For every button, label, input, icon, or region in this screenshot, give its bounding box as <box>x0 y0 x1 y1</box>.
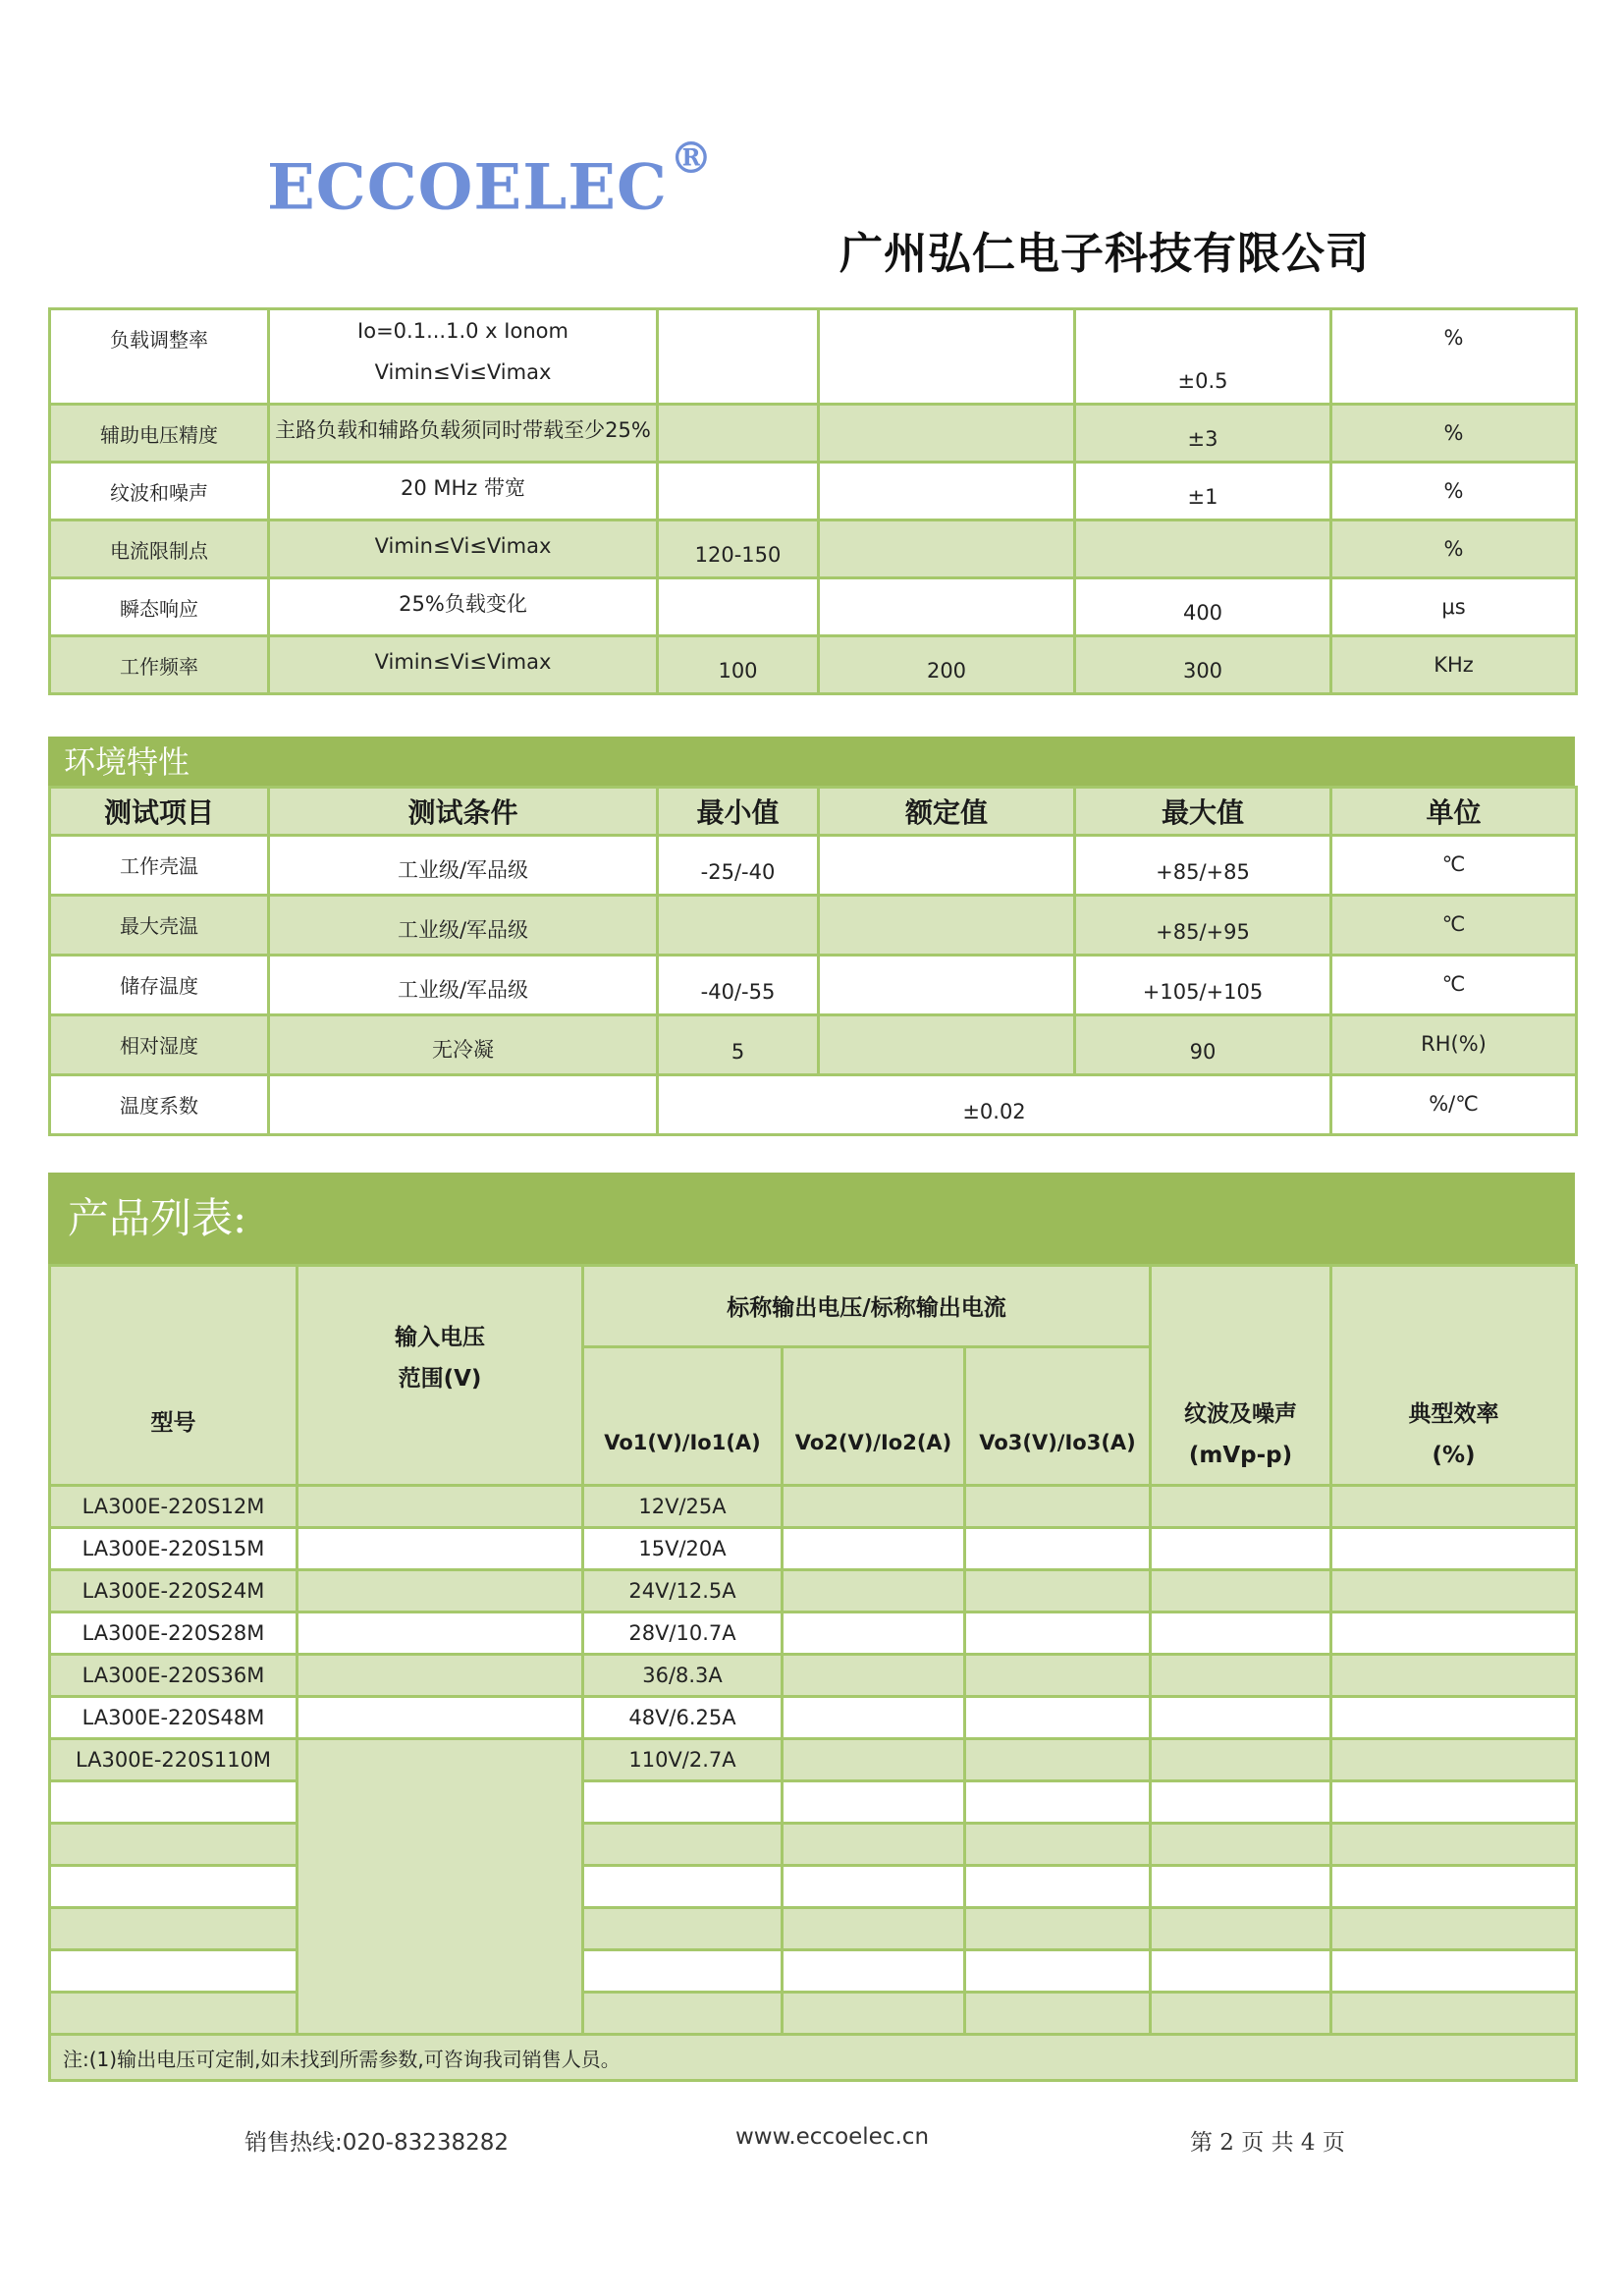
table-cell <box>783 1739 965 1781</box>
table-row <box>50 1655 1577 1697</box>
table-cell: RH(%) <box>1331 1015 1577 1075</box>
table-cell <box>1331 1697 1577 1739</box>
table-cell <box>1151 1781 1331 1824</box>
page-number: 第 2 页 共 4 页 <box>1190 2130 1345 2156</box>
model-cell <box>50 1866 298 1908</box>
table-cell <box>658 578 819 636</box>
table-row <box>50 1993 1577 2035</box>
table-cell <box>965 1486 1151 1528</box>
table-cell <box>783 1528 965 1570</box>
table-cell: 储存温度 <box>50 956 269 1015</box>
table-cell <box>1151 1866 1331 1908</box>
header-vo3: Vo3(V)/Io3(A) <box>965 1346 1151 1485</box>
table-cell: 相对湿度 <box>50 1015 269 1075</box>
header-input-range: 输入电压 范围(V) <box>298 1266 583 1486</box>
input-range-cell <box>298 1528 583 1570</box>
table-cell <box>783 1697 965 1739</box>
table-row <box>50 1824 1577 1866</box>
model-cell <box>50 1993 298 2035</box>
table-cell <box>1331 1908 1577 1950</box>
electrical-spec-table <box>48 307 1578 695</box>
model-cell: LA300E-220S36M <box>50 1655 298 1697</box>
table-cell: +105/+105 <box>1075 956 1331 1015</box>
table-cell: 电流限制点 <box>50 520 269 578</box>
table-cell: 100 <box>658 636 819 694</box>
table-cell <box>965 1781 1151 1824</box>
column-header: 测试项目 <box>50 788 269 836</box>
website-link[interactable]: www.eccoelec.cn <box>735 2124 930 2150</box>
table-cell <box>1331 1950 1577 1993</box>
model-cell: LA300E-220S12M <box>50 1486 298 1528</box>
model-cell: LA300E-220S15M <box>50 1528 298 1570</box>
table-cell: 无冷凝 <box>269 1015 658 1075</box>
table-cell: ±3 <box>1075 405 1331 463</box>
table-cell <box>269 1075 658 1135</box>
table-row <box>50 578 1577 636</box>
model-cell: LA300E-220S110M <box>50 1739 298 1781</box>
header-vo2: Vo2(V)/Io2(A) <box>783 1346 965 1485</box>
table-row <box>50 2035 1577 2081</box>
table-cell: 20 MHz 带宽 <box>269 463 658 520</box>
table-cell <box>1151 1486 1331 1528</box>
vo1-cell: 110V/2.7A <box>583 1739 783 1781</box>
column-header: 测试条件 <box>269 788 658 836</box>
company-logo <box>267 134 714 225</box>
table-cell: 辅助电压精度 <box>50 405 269 463</box>
table-cell: %/℃ <box>1331 1075 1577 1135</box>
table-cell <box>1331 1993 1577 2035</box>
table-cell <box>1331 1739 1577 1781</box>
table-cell <box>783 1486 965 1528</box>
model-cell <box>50 1950 298 1993</box>
table-cell <box>658 463 819 520</box>
header-vo1: Vo1(V)/Io1(A) <box>583 1346 783 1485</box>
table-row <box>50 1950 1577 1993</box>
table-cell: KHz <box>1331 636 1577 694</box>
table-cell: 最大壳温 <box>50 896 269 956</box>
table-cell: 工业级/军品级 <box>269 896 658 956</box>
table-cell <box>1151 1950 1331 1993</box>
table-row <box>50 309 1577 405</box>
table-cell <box>1151 1697 1331 1739</box>
table-row <box>50 956 1577 1015</box>
table-row <box>50 1866 1577 1908</box>
model-cell: LA300E-220S48M <box>50 1697 298 1739</box>
table-cell: % <box>1331 309 1577 405</box>
model-cell <box>50 1781 298 1824</box>
table-cell <box>965 1655 1151 1697</box>
table-cell: -40/-55 <box>658 956 819 1015</box>
table-cell <box>783 1613 965 1655</box>
vo1-cell: 12V/25A <box>583 1486 783 1528</box>
table-cell <box>965 1950 1151 1993</box>
table-cell <box>1151 1655 1331 1697</box>
table-cell <box>819 405 1075 463</box>
table-row <box>50 1739 1577 1781</box>
table-cell: 300 <box>1075 636 1331 694</box>
table-cell <box>1331 1655 1577 1697</box>
model-cell: LA300E-220S24M <box>50 1570 298 1613</box>
registered-mark-icon: ® <box>669 134 714 184</box>
sales-hotline: 销售热线:020-83238282 <box>244 2130 510 2156</box>
table-cell <box>1151 1570 1331 1613</box>
table-cell <box>1075 520 1331 578</box>
table-cell <box>819 463 1075 520</box>
table-row <box>50 405 1577 463</box>
table-cell <box>783 1993 965 2035</box>
table-note: 注:(1)输出电压可定制,如未找到所需参数,可咨询我司销售人员。 <box>50 2035 1577 2081</box>
table-cell: +85/+85 <box>1075 836 1331 896</box>
input-range-cell <box>298 1655 583 1697</box>
table-cell: 温度系数 <box>50 1075 269 1135</box>
table-cell: ℃ <box>1331 896 1577 956</box>
table-cell <box>1331 1866 1577 1908</box>
table-row <box>50 1015 1577 1075</box>
table-cell: % <box>1331 463 1577 520</box>
table-row <box>50 1570 1577 1613</box>
table-row <box>50 1486 1577 1528</box>
table-row <box>50 636 1577 694</box>
table-cell: 工业级/军品级 <box>269 836 658 896</box>
table-cell: μs <box>1331 578 1577 636</box>
table-cell: ℃ <box>1331 956 1577 1015</box>
table-row <box>50 1697 1577 1739</box>
product-list-table <box>48 1264 1578 2082</box>
table-row <box>50 896 1577 956</box>
table-cell <box>1331 1613 1577 1655</box>
vo1-cell: 15V/20A <box>583 1528 783 1570</box>
table-cell: Io=0.1...1.0 x Ionom Vimin≤Vi≤Vimax <box>269 309 658 405</box>
table-cell: ±0.02 <box>658 1075 1331 1135</box>
environment-section-title: 环境特性 <box>48 737 1575 786</box>
table-cell: ±0.5 <box>1075 309 1331 405</box>
column-header: 最小值 <box>658 788 819 836</box>
table-cell: 瞬态响应 <box>50 578 269 636</box>
header-output-group: 标称输出电压/标称输出电流 <box>583 1266 1151 1347</box>
table-cell <box>1151 1739 1331 1781</box>
table-cell: Vimin≤Vi≤Vimax <box>269 636 658 694</box>
table-cell <box>965 1528 1151 1570</box>
vo1-cell: 28V/10.7A <box>583 1613 783 1655</box>
table-cell <box>965 1824 1151 1866</box>
table-cell <box>965 1697 1151 1739</box>
table-row <box>50 836 1577 896</box>
table-cell: 90 <box>1075 1015 1331 1075</box>
table-cell: 25%负载变化 <box>269 578 658 636</box>
table-cell <box>1331 1570 1577 1613</box>
table-cell: ℃ <box>1331 836 1577 896</box>
table-cell: 工业级/军品级 <box>269 956 658 1015</box>
input-range-cell <box>298 1570 583 1613</box>
table-row <box>50 520 1577 578</box>
table-cell <box>1331 1528 1577 1570</box>
model-cell <box>50 1824 298 1866</box>
table-row <box>50 1613 1577 1655</box>
table-cell <box>819 836 1075 896</box>
table-cell <box>965 1993 1151 2035</box>
header-ripple: 纹波及噪声 (mVp-p) <box>1151 1266 1331 1486</box>
table-cell: -25/-40 <box>658 836 819 896</box>
vo1-cell: 36/8.3A <box>583 1655 783 1697</box>
table-cell <box>819 309 1075 405</box>
table-cell: 主路负载和辅路负载须同时带载至少25% <box>269 405 658 463</box>
table-cell <box>965 1866 1151 1908</box>
table-row <box>50 1908 1577 1950</box>
model-cell <box>50 1908 298 1950</box>
table-cell <box>658 405 819 463</box>
table-cell <box>783 1950 965 1993</box>
vo1-cell <box>583 1908 783 1950</box>
column-header: 额定值 <box>819 788 1075 836</box>
table-cell: +85/+95 <box>1075 896 1331 956</box>
table-cell: 工作频率 <box>50 636 269 694</box>
table-cell <box>658 309 819 405</box>
table-cell <box>1151 1613 1331 1655</box>
table-cell <box>783 1570 965 1613</box>
table-cell <box>965 1613 1151 1655</box>
vo1-cell <box>583 1824 783 1866</box>
logo-text: ECCOELEC <box>267 150 668 225</box>
table-row <box>50 1528 1577 1570</box>
table-cell <box>819 956 1075 1015</box>
input-range-cell <box>298 1486 583 1528</box>
environment-table <box>48 786 1578 1136</box>
input-range-cell <box>298 1739 583 2035</box>
company-name: 广州弘仁电子科技有限公司 <box>839 229 1370 279</box>
model-cell: LA300E-220S28M <box>50 1613 298 1655</box>
table-cell: 工作壳温 <box>50 836 269 896</box>
input-range-cell <box>298 1613 583 1655</box>
table-cell <box>1151 1528 1331 1570</box>
table-cell <box>819 578 1075 636</box>
table-cell <box>965 1908 1151 1950</box>
product-list-title: 产品列表: <box>48 1173 1575 1264</box>
table-cell: % <box>1331 520 1577 578</box>
table-cell <box>783 1824 965 1866</box>
table-cell: 负载调整率 <box>50 309 269 405</box>
table-cell <box>819 520 1075 578</box>
vo1-cell <box>583 1993 783 2035</box>
vo1-cell <box>583 1866 783 1908</box>
table-cell <box>1151 1824 1331 1866</box>
table-cell <box>1151 1993 1331 2035</box>
table-row <box>50 1781 1577 1824</box>
column-header: 单位 <box>1331 788 1577 836</box>
table-cell <box>965 1739 1151 1781</box>
column-header: 最大值 <box>1075 788 1331 836</box>
table-cell: Vimin≤Vi≤Vimax <box>269 520 658 578</box>
vo1-cell <box>583 1781 783 1824</box>
table-cell <box>783 1908 965 1950</box>
table-cell <box>1331 1486 1577 1528</box>
table-cell <box>783 1866 965 1908</box>
table-cell <box>658 896 819 956</box>
table-row <box>50 1075 1577 1135</box>
table-cell <box>819 896 1075 956</box>
vo1-cell: 24V/12.5A <box>583 1570 783 1613</box>
table-cell <box>819 1015 1075 1075</box>
header-efficiency: 典型效率 (%) <box>1331 1266 1577 1486</box>
table-cell: 400 <box>1075 578 1331 636</box>
table-cell: % <box>1331 405 1577 463</box>
table-cell <box>1151 1908 1331 1950</box>
vo1-cell <box>583 1950 783 1993</box>
table-cell: 5 <box>658 1015 819 1075</box>
header-model: 型号 <box>50 1266 298 1486</box>
table-row <box>50 463 1577 520</box>
table-cell: 120-150 <box>658 520 819 578</box>
table-cell: 纹波和噪声 <box>50 463 269 520</box>
table-cell <box>1331 1781 1577 1824</box>
vo1-cell: 48V/6.25A <box>583 1697 783 1739</box>
table-cell <box>783 1781 965 1824</box>
table-cell <box>965 1570 1151 1613</box>
input-range-cell <box>298 1697 583 1739</box>
table-cell: ±1 <box>1075 463 1331 520</box>
table-cell <box>783 1655 965 1697</box>
table-cell: 200 <box>819 636 1075 694</box>
table-cell <box>1331 1824 1577 1866</box>
